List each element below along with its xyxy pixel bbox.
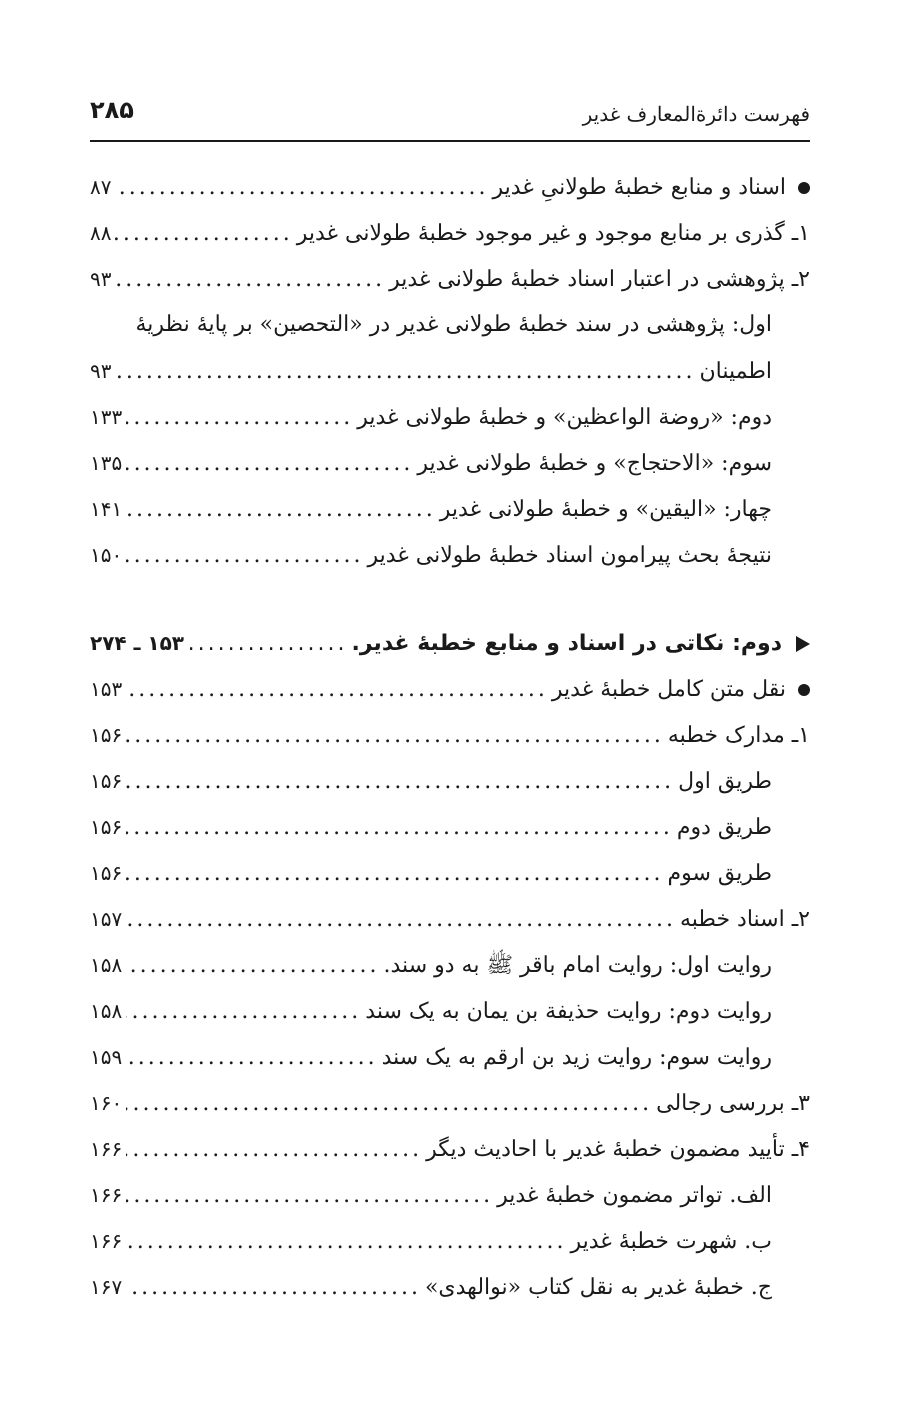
toc-entry xyxy=(90,532,810,578)
toc-entry xyxy=(90,942,810,988)
toc-entry xyxy=(90,1172,810,1218)
toc-entry-title: دوم: نکاتی در اسناد و منابع خطبهٔ غدیر. xyxy=(351,631,782,656)
page-number: ۲۸۵ xyxy=(90,96,134,124)
dot-leader xyxy=(188,621,348,667)
dot-leader xyxy=(126,1265,421,1311)
toc-entry xyxy=(90,666,810,712)
toc-entry xyxy=(90,804,810,850)
toc-entry-title: روایت دوم: روایت حذیفة بن یمان به یک سند xyxy=(365,999,772,1024)
running-title: فهرست دائرةالمعارف غدیر xyxy=(582,102,810,126)
toc-entry-title: ۱ـ گذری بر منابع موجود و غیر موجود خطبهٔ طولانی غدیر xyxy=(296,221,810,246)
dot-leader xyxy=(126,805,673,851)
toc-entry-title: چهار: «الیقین» و خطبهٔ طولانی غدیر xyxy=(439,497,772,522)
dot-leader xyxy=(126,851,663,897)
toc-entry-page: ۱۶۷ xyxy=(90,1275,123,1299)
toc-entry xyxy=(90,486,810,532)
toc-entry xyxy=(90,758,810,804)
dot-leader xyxy=(126,667,548,713)
toc-entry xyxy=(90,988,810,1034)
toc-entry xyxy=(90,1218,810,1264)
toc-entry-title: سوم: «الاحتجاج» و خطبهٔ طولانی غدیر xyxy=(417,451,772,476)
toc-entry-page: ۱۶۶ xyxy=(90,1183,123,1207)
dot-leader xyxy=(126,1035,377,1081)
toc-entry xyxy=(90,1034,810,1080)
toc-entry-page: ۱۵۶ xyxy=(90,815,123,839)
dot-leader xyxy=(126,1173,493,1219)
toc-entry-title: اول: پژوهشی در سند خطبهٔ طولانی غدیر در «التحصین» بر پایهٔ نظریهٔ xyxy=(135,312,772,337)
toc-entry xyxy=(90,164,810,210)
toc-entry-page: ۱۵۳ xyxy=(90,677,123,701)
toc-entry-title: نقل متن کامل خطبهٔ غدیر xyxy=(551,677,786,702)
toc-entry-title: الف. تواتر مضمون خطبهٔ غدیر xyxy=(497,1183,772,1208)
dot-leader xyxy=(126,943,379,989)
toc-entry-title: ج. خطبهٔ غدیر به نقل کتاب «نوالهدی» xyxy=(424,1275,772,1300)
toc-entry-page: ۱۵۹ xyxy=(90,1045,123,1069)
dot-leader xyxy=(126,533,363,579)
toc-entry xyxy=(90,1126,810,1172)
toc-entry-page: ۱۵۶ xyxy=(90,769,123,793)
toc-entry-page: ۱۴۱ xyxy=(90,497,123,521)
toc-entry-title: دوم: «روضة الواعظین» و خطبهٔ طولانی غدیر xyxy=(357,405,772,430)
toc-entry xyxy=(90,302,810,348)
toc-entry-page: ۹۳ xyxy=(90,267,112,291)
triangle-marker-icon xyxy=(796,636,810,652)
toc-entry-title: روایت اول: روایت امام باقر ﷺ به دو سند. xyxy=(383,953,772,978)
toc-entry-title: ۱ـ مدارک خطبه xyxy=(667,723,810,748)
toc-entry-page: ۱۵۸ xyxy=(90,953,123,977)
toc-entry xyxy=(90,440,810,486)
toc-entry-page: ۸۸ xyxy=(90,221,112,245)
toc-entry-title: طریق اول xyxy=(678,769,772,794)
dot-leader xyxy=(126,395,353,441)
toc-entry-title: اطمینان xyxy=(699,359,772,384)
dot-leader xyxy=(126,1219,566,1265)
toc-entry xyxy=(90,210,810,256)
toc-entry-page: ۱۶۶ xyxy=(90,1137,123,1161)
toc-entry xyxy=(90,850,810,896)
toc-entry xyxy=(90,712,810,758)
dot-leader xyxy=(126,487,436,533)
toc-entry xyxy=(90,256,810,302)
toc-entry-page: ۱۳۳ xyxy=(90,405,123,429)
dot-leader xyxy=(126,897,676,943)
bullet-icon xyxy=(798,684,810,696)
toc-entry-page: ۱۵۸ xyxy=(90,999,123,1023)
toc-section-heading xyxy=(90,620,810,666)
toc-entry-title: ۲ـ اسناد خطبه xyxy=(679,907,810,932)
bullet-icon xyxy=(798,182,810,194)
dot-leader xyxy=(126,989,361,1035)
dot-leader xyxy=(126,1127,422,1173)
toc-entry-page: ۱۳۵ xyxy=(90,451,123,475)
toc-entry-title: اسناد و منابع خطبهٔ طولانیِ غدیر xyxy=(492,175,786,200)
toc-entry-page: ۱۶۶ xyxy=(90,1229,123,1253)
dot-leader xyxy=(115,165,488,211)
toc-entry-title: ۲ـ پژوهشی در اعتبار اسناد خطبهٔ طولانی غدیر xyxy=(389,267,810,292)
toc-entry xyxy=(90,1080,810,1126)
page-header xyxy=(90,96,810,142)
toc-entry xyxy=(90,1264,810,1310)
toc-entry-title: طریق دوم xyxy=(676,815,772,840)
dot-leader xyxy=(115,349,695,395)
dot-leader xyxy=(126,441,413,487)
toc-entry-page: ۸۷ xyxy=(90,175,112,199)
toc-entry-page: ۱۵۷ xyxy=(90,907,123,931)
toc-entry-title: ۳ـ بررسی رجالی xyxy=(656,1091,810,1116)
toc-entry-page: ۹۳ xyxy=(90,359,112,383)
dot-leader xyxy=(126,1081,652,1127)
dot-leader xyxy=(115,257,385,303)
toc-entry xyxy=(90,896,810,942)
dot-leader xyxy=(115,211,292,257)
toc-entry-page: ۱۵۶ xyxy=(90,723,123,747)
toc-entry-page: ۱۵۶ xyxy=(90,861,123,885)
toc-entry xyxy=(90,348,810,394)
toc-entry-title: ۴ـ تأیید مضمون خطبهٔ غدیر با احادیث دیگر xyxy=(426,1137,810,1162)
dot-leader xyxy=(126,713,664,759)
toc-entry-title: ب. شهرت خطبهٔ غدیر xyxy=(570,1229,772,1254)
toc-entry-page: ۱۵۳ ـ ۲۷۴ xyxy=(90,631,185,655)
dot-leader xyxy=(126,759,674,805)
toc-entry-page: ۱۵۰ xyxy=(90,543,123,567)
toc-entry xyxy=(90,394,810,440)
toc-entry-title: نتیجهٔ بحث پیرامون اسناد خطبهٔ طولانی غدیر xyxy=(367,543,772,568)
toc-entry-title: طریق سوم xyxy=(667,861,772,886)
toc-entry-page: ۱۶۰ xyxy=(90,1091,123,1115)
toc-entry-title: روایت سوم: روایت زید بن ارقم به یک سند xyxy=(381,1045,772,1070)
